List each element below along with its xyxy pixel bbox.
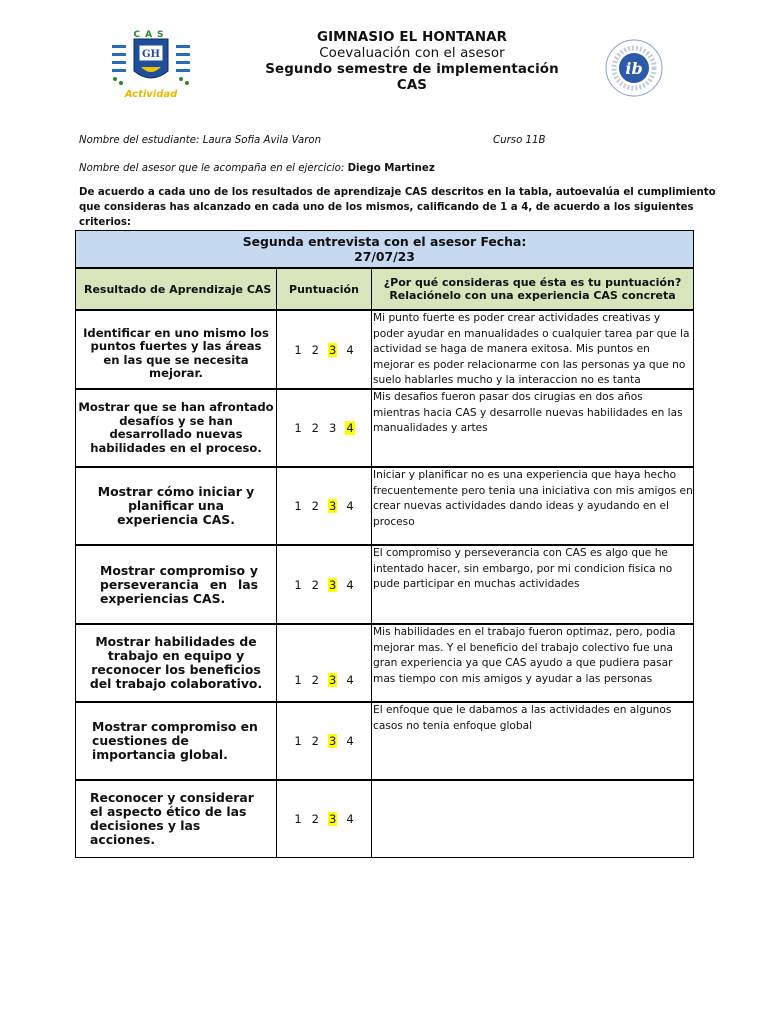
- score-option-1[interactable]: 1: [294, 421, 302, 435]
- score-cell: [276, 702, 372, 780]
- score-option-1[interactable]: 1: [294, 812, 302, 826]
- answer-cell[interactable]: [371, 467, 694, 545]
- outcome-text: Mostrar compromiso en cuestiones de importancia global.: [92, 719, 258, 762]
- score-option-3[interactable]: 3: [329, 673, 337, 687]
- score-option-2[interactable]: 2: [311, 734, 319, 748]
- advisor-line: [79, 163, 435, 174]
- outcome-text: Mostrar que se han afrontado desafíos y se han desarrollado nuevas habilidades en el proceso.: [78, 400, 274, 455]
- answer-cell[interactable]: [371, 624, 694, 702]
- ib-logo-text: ib: [625, 59, 643, 78]
- advisor-label: Nombre del asesor que le acompaña en el ejercicio:: [79, 163, 345, 174]
- course-label: Curso 11B: [493, 135, 546, 146]
- score-option-2[interactable]: 2: [311, 499, 319, 513]
- document-heading: [230, 30, 594, 94]
- outcome-text: Mostrar habilidades de trabajo en equipo y reconocer los beneficios del trabajo colaborativo.: [89, 634, 263, 691]
- logo-top-text: CAS: [133, 30, 169, 40]
- student-name: Laura Sofia Avila Varon: [202, 135, 322, 146]
- score-option-2[interactable]: 2: [311, 673, 319, 687]
- student-line: [79, 135, 321, 146]
- score-option-2[interactable]: 2: [311, 812, 319, 826]
- advisor-name: Diego Martinez: [347, 163, 435, 174]
- score-option-3[interactable]: 3: [329, 577, 337, 592]
- answer-text: Mis habilidades en el trabajo fueron optimaz, pero, podia mejorar mas. Y el beneficio del trabajo colectivo fue una gran experiencia ya que CAS ayudo a que pudiera pasar mas tiempo con mis amigos y ayudar a las personas: [373, 626, 676, 685]
- instructions-text: De acuerdo a cada uno de los resultados de aprendizaje CAS descritos en la tabla, autoevalúa el cumplimiento que consideras has alcanzado en cada uno de los mismos, calificando de 1 a 4, de acuerdo a los siguientes criterios:: [79, 187, 716, 228]
- col-header-why: [371, 268, 694, 310]
- ib-logo: [598, 38, 670, 98]
- answer-text: Mi punto fuerte es poder crear actividades creativas y poder ayudar en manualidades o cualquier tarea par que la actividad se haga de manera exitosa. Mis puntos en mejorar es poder relacionarme con las personas ya que no suelo hablarles mucho y la interaccion no es tanta: [373, 312, 690, 387]
- heading-line-2: Coevaluación con el asesor: [319, 46, 505, 61]
- score-option-1[interactable]: 1: [294, 577, 302, 592]
- score-option-4[interactable]: 4: [346, 673, 354, 687]
- table-title-line-1: Segunda entrevista con el asesor Fecha:: [242, 234, 527, 249]
- score-option-3[interactable]: 3: [329, 734, 337, 748]
- outcome-text: Identificar en uno mismo los puntos fuertes y las áreas en las que se necesita mejorar.: [83, 325, 269, 380]
- heading-line-4: CAS: [396, 78, 428, 93]
- answer-text: Mis desafios fueron pasar dos cirugias en dos años mientras hacia CAS y desarrolle nuevas habilidades en las manualidades y artes: [373, 391, 683, 435]
- score-option-3[interactable]: 3: [329, 499, 337, 513]
- heading-line-3: Segundo semestre de implementación: [265, 62, 559, 77]
- school-logo: [106, 27, 196, 105]
- outcome-cell: [75, 467, 277, 545]
- score-option-4[interactable]: 4: [346, 342, 354, 357]
- outcome-text: Mostrar compromiso y perseverancia en las experiencias CAS.: [100, 562, 258, 606]
- score-option-1[interactable]: 1: [294, 342, 302, 357]
- score-option-3[interactable]: 3: [329, 812, 337, 826]
- answer-cell[interactable]: [371, 702, 694, 780]
- score-option-3[interactable]: 3: [329, 421, 337, 435]
- student-label: Nombre del estudiante:: [79, 135, 200, 146]
- col-header-outcome-label: Resultado de Aprendizaje CAS: [84, 282, 272, 296]
- outcome-cell: [75, 702, 277, 780]
- score-option-2[interactable]: 2: [311, 421, 319, 435]
- score-option-2[interactable]: 2: [311, 342, 319, 357]
- outcome-cell: [75, 389, 277, 467]
- answer-cell[interactable]: [371, 389, 694, 467]
- score-cell: [276, 780, 372, 858]
- answer-text: El compromiso y perseverancia con CAS es algo que he intentado hacer, sin embargo, por mi condicion fisica no pude participar en muchas actividades: [373, 547, 673, 591]
- answer-text: Iniciar y planificar no es una experiencia que haya hecho frecuentemente pero tenia una iniciativa con mis amigos en crear nuevas actividades dando ideas y ayudando en el proceso: [373, 469, 693, 528]
- score-option-1[interactable]: 1: [294, 734, 302, 748]
- outcome-cell: [75, 624, 277, 702]
- answer-cell[interactable]: [371, 545, 694, 624]
- score-cell: [276, 389, 372, 467]
- score-option-4[interactable]: 4: [346, 734, 354, 748]
- outcome-cell: [75, 310, 277, 389]
- answer-cell[interactable]: [371, 310, 694, 389]
- score-option-4[interactable]: 4: [346, 812, 354, 826]
- col-header-score: [276, 268, 372, 310]
- score-option-4[interactable]: 4: [346, 577, 354, 592]
- score-option-4[interactable]: 4: [346, 499, 354, 513]
- col-header-why-label: ¿Por qué consideras que ésta es tu puntuación? Relaciónelo con una experiencia CAS concreta: [383, 276, 682, 302]
- outcome-cell: [75, 780, 277, 858]
- col-header-score-label: Puntuación: [289, 282, 359, 296]
- outcome-text: Reconocer y considerar el aspecto ético de las decisiones y las acciones.: [90, 790, 254, 847]
- score-option-3[interactable]: 3: [329, 342, 337, 357]
- col-header-outcome: [75, 268, 277, 310]
- answer-cell[interactable]: [371, 780, 694, 858]
- score-cell: [276, 624, 372, 702]
- logo-center-text: GH: [142, 49, 160, 60]
- outcome-text: Mostrar cómo iniciar y planificar una experiencia CAS.: [97, 484, 255, 527]
- logo-bottom-text: Actividad: [124, 89, 178, 100]
- score-option-1[interactable]: 1: [294, 673, 302, 687]
- table-title: [75, 230, 694, 268]
- score-option-2[interactable]: 2: [311, 577, 319, 592]
- score-cell: [276, 310, 372, 389]
- score-option-4[interactable]: 4: [346, 421, 354, 435]
- score-option-1[interactable]: 1: [294, 499, 302, 513]
- score-cell: [276, 467, 372, 545]
- outcome-cell: [75, 545, 277, 624]
- table-title-line-2: 27/07/23: [354, 249, 415, 264]
- school-name: GIMNASIO EL HONTANAR: [316, 30, 508, 45]
- answer-text: El enfoque que le dabamos a las actividades en algunos casos no tenia enfoque global: [373, 704, 672, 732]
- score-cell: [276, 545, 372, 624]
